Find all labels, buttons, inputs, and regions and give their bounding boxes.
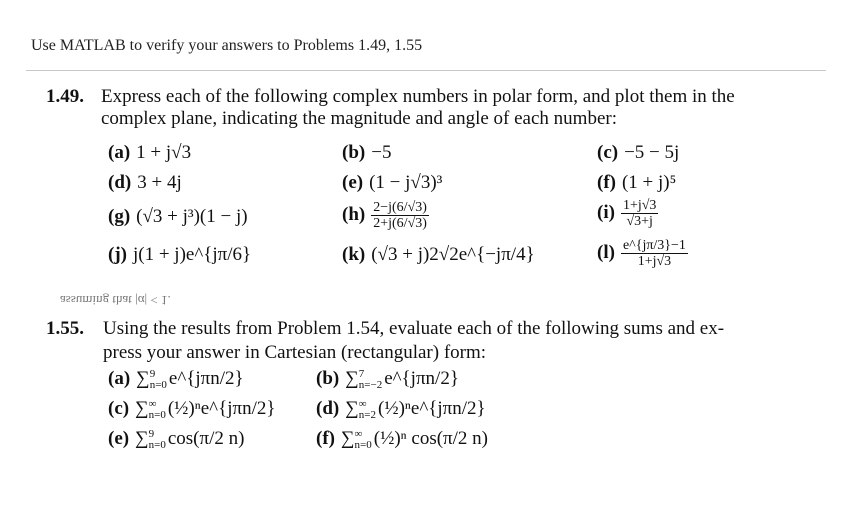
fraction-numerator: 1+j√3: [622, 198, 657, 213]
item-149-d: (d) 3 + 4j: [108, 172, 182, 193]
item-149-i: (i) $\frac{1+j√3}{√3+j}$: [597, 198, 657, 230]
item-149-a: (a) 1 + j√3: [108, 142, 192, 163]
fraction-denominator: 2+j(6/√3): [373, 216, 427, 232]
cutoff-text: assuming that |α| < 1.: [60, 293, 171, 308]
item-155-f: (f) ∑ ∞ n=0 (½)ⁿ cos(π/2 n): [316, 427, 488, 451]
sum-sign: ∑: [345, 398, 359, 419]
sum-sign: ∑: [135, 398, 149, 419]
fraction-numerator: 2−j(6/√3): [373, 200, 427, 215]
problem-number-149: 1.49.: [46, 86, 84, 107]
sum-sign: ∑: [135, 428, 149, 449]
item-155-d: (d) ∑ ∞ n=2 (½)ⁿe^{jπn/2}: [316, 397, 486, 421]
item-155-c: (c) ∑ ∞ n=0 (½)ⁿe^{jπn/2}: [108, 397, 276, 421]
problem-155-line2: press your answer in Cartesian (rectangular) form:: [103, 342, 487, 363]
problem-155-line1: Using the results from Problem 1.54, evaluate each of the following sums and ex-: [103, 318, 725, 339]
item-155-a: (a) ∑ 9 n=0 e^{jπn/2}: [108, 367, 244, 391]
item-149-h: (h) $\frac{2-j(6/√3)}{2+j(6/√3)}$: [342, 200, 427, 232]
item-149-k: (k) (√3 + j)2√2e^{−jπ/4}: [342, 244, 535, 265]
item-149-l: (l) $\frac{e\^{}\{j\pi/3\}-1}{1+j√3}$: [597, 238, 686, 270]
item-149-e: (e) (1 − j√3)³: [342, 172, 443, 193]
item-149-j: (j) j(1 + j)e^{jπ/6}: [108, 244, 252, 265]
problem-149-line1: Express each of the following complex numbers in polar form, and plot them in the: [101, 86, 735, 107]
item-149-f: (f) (1 + j)⁵: [597, 172, 677, 193]
item-155-b: (b) ∑ 7 n=−2 e^{jπn/2}: [316, 367, 459, 391]
fraction-numerator: e^{jπ/3}−1: [622, 238, 686, 253]
sum-sign: ∑: [340, 428, 355, 449]
fraction-denominator: 1+j√3: [637, 254, 672, 270]
item-155-e: (e) ∑ 9 n=0 cos(π/2 n): [108, 427, 245, 451]
fraction-denominator: √3+j: [626, 214, 653, 230]
intro-text: Use MATLAB to verify your answers to Problems 1.49, 1.55: [31, 37, 423, 54]
sum-sign: ∑: [136, 368, 150, 389]
item-149-b: (b) −5: [342, 142, 392, 163]
item-149-g: (g) (√3 + j³)(1 − j): [108, 206, 248, 227]
problem-number-155: 1.55.: [46, 318, 84, 339]
divider: [26, 70, 826, 71]
sum-sign: ∑: [345, 368, 359, 389]
problem-149-line2: complex plane, indicating the magnitude and angle of each number:: [101, 108, 617, 129]
item-149-c: (c) −5 − 5j: [597, 142, 680, 163]
